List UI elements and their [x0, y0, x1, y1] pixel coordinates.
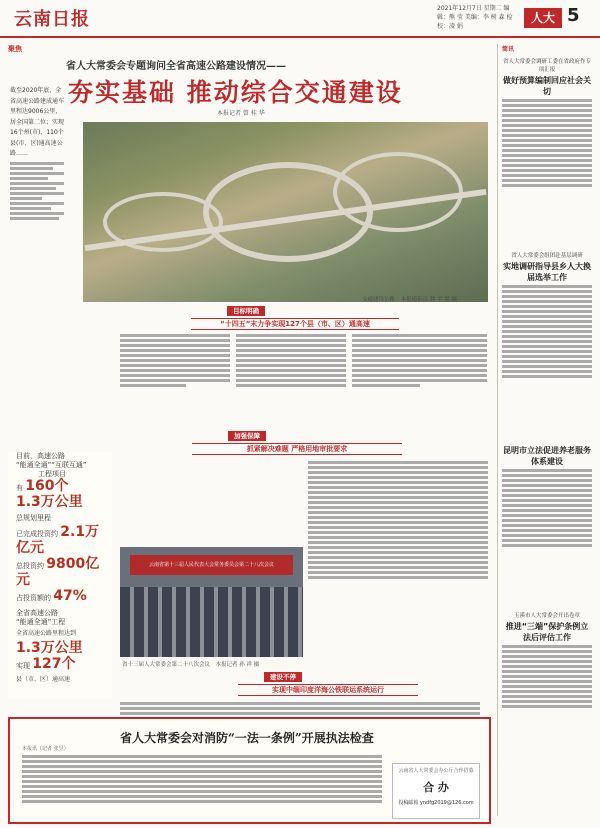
article-text-block-4 — [308, 459, 488, 659]
rail-title-1: 做好预算编制回应社会关切 — [503, 76, 591, 96]
newspaper-logo: 云南日报 — [14, 9, 90, 30]
meeting-banner: 云南省第十三届人民代表大会常务委员会第二十八次会议 — [130, 555, 293, 575]
main-column — [8, 44, 493, 816]
rail-text-2 — [502, 283, 592, 443]
article-text-block-3 — [352, 332, 487, 427]
stat3-pre: 总投资约 — [16, 562, 44, 570]
lead-text: 截至2020年底，全省高速公路建成通车里程达9006公里，居全国第二位；实现16个州(市)、110个县(市、区)通高速公路…… — [10, 87, 64, 157]
rail-text-3 — [502, 467, 592, 607]
stat2-value: 1.3万公里 — [16, 494, 83, 510]
rail-kicker-1: 省人大常委会调研工委在省政府作专项汇报 — [502, 59, 591, 73]
right-rail — [502, 44, 592, 816]
info-title-2: “能通全通”“互联互通” — [16, 461, 87, 469]
info-title-5: “能通全通”工程 — [16, 618, 66, 626]
subhead-target-text: “十四五”末力争实现127个县（市、区）通高速 — [191, 318, 399, 330]
stat6-value: 127个 — [32, 656, 76, 672]
bottom-byline: 本报讯（记者 张昱） — [22, 746, 69, 752]
stat1-value: 160个 — [25, 478, 69, 494]
stat1-label: 有 — [16, 484, 23, 492]
masthead — [0, 0, 600, 38]
highway-photo — [83, 122, 488, 302]
meeting-caption: 省十三届人大常委会第二十八次会议 本报记者 孙 祥 摄 — [122, 662, 260, 668]
page-number: 5 — [567, 5, 580, 26]
subhead-progress-text: 实现中缅印度洋海公铁联运系统运行 — [238, 684, 418, 696]
rail-kicker-4: 玉溪市人大常委会开出卷章 — [513, 613, 580, 619]
ad-label: 云南省人大常委会办公厅合作招募 — [398, 768, 474, 774]
subhead-support: 加强保障 — [192, 431, 302, 441]
rail-kicker-2: 省人大常委会组团赴基层调研 — [511, 253, 583, 259]
info-title-4: 全省高速公路 — [16, 609, 58, 617]
ad-email: 投稿邮箱 yndfg2019@126.com — [398, 800, 474, 806]
rail-section-label: 简讯 — [502, 46, 515, 53]
stat3-amount: 9800亿元 — [16, 556, 100, 588]
lead-paragraph — [10, 86, 64, 336]
rail-text-1 — [502, 97, 592, 247]
article-text-block-2 — [236, 332, 346, 427]
stat6-pre: 实现 — [16, 662, 30, 670]
rail-title-2: 实地调研指导县乡人大换届选举工作 — [503, 262, 591, 282]
stat4-value: 47% — [53, 588, 87, 604]
subhead-progress: 建设不停 — [238, 672, 328, 682]
stat4-label: 占投资额的 — [16, 594, 51, 602]
subhead-target: 目标明确 — [191, 306, 301, 316]
bottom-article-box — [8, 717, 491, 824]
stat3-label: 已完成投资约 — [16, 530, 58, 538]
ad-main: 合 办 — [423, 781, 449, 794]
bottom-article-text — [22, 753, 382, 819]
focus-label: 聚焦 — [8, 45, 22, 53]
stat5-pre: 全省高速公路里程达到 — [16, 630, 77, 637]
stat3-value: 2.1万亿元 — [16, 524, 100, 556]
info-title-1: 目前，高速公路 — [16, 452, 65, 460]
section-label: 人大 — [524, 8, 562, 28]
rail-text-4 — [502, 643, 592, 753]
rail-title-4: 推进“三端”保护条例立法后评估工作 — [505, 622, 589, 642]
stat5-value: 1.3万公里 — [16, 640, 83, 656]
meeting-photo — [120, 547, 303, 657]
info-title-3: 工程项目 — [38, 470, 66, 478]
rail-title-3: 昆明市立法促进养老服务体系建设 — [503, 446, 591, 466]
photo-caption: 交通建设公路 本报通讯员 韩 平 梁 摄 — [362, 297, 457, 303]
column-divider — [497, 44, 498, 816]
dateline: 2021年12月7日 星期二 编辑：熊 莹 美编：李 树 森 检校：凌 娟 — [437, 5, 513, 30]
bottom-headline: 省人大常委会对消防“一法一条例”开展执法检查 — [120, 731, 374, 745]
byline: 本报记者 曾 桂 华 — [217, 110, 265, 117]
article-text-block-1 — [120, 332, 230, 427]
stat6-post: 县（市、区）通高速 — [16, 676, 71, 683]
kicker: 省人大常委会专题询问全省高速公路建设情况—— — [66, 61, 286, 72]
main-headline: 夯实基础 推动综合交通建设 — [68, 78, 403, 107]
stats-infobox — [8, 452, 112, 698]
subhead-support-text: 抓紧解决难题 严格用地审批要求 — [192, 443, 402, 455]
stat2-label: 总规划里程 — [16, 514, 51, 522]
cooperation-ad-box — [392, 763, 480, 819]
